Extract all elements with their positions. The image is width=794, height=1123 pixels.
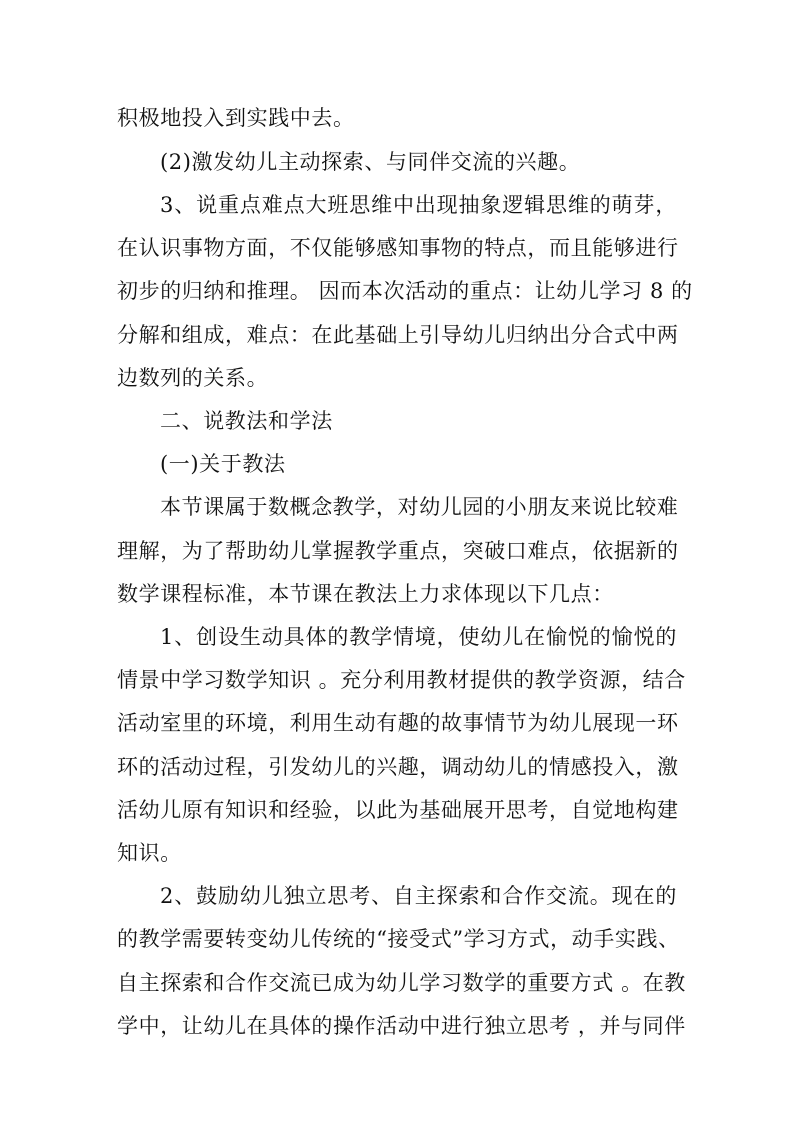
- text-line: 初步的归纳和推理。 因而本次活动的重点：让幼儿学习 8 的: [117, 279, 693, 303]
- text-line: 学中，让幼儿在具体的操作活动中进行独立思考 ，并与同伴: [117, 1014, 686, 1038]
- text-line: 3、说重点难点大班思维中出现抽象逻辑思维的萌芽，: [160, 193, 677, 217]
- text-line: 积极地投入到实践中去。: [117, 106, 355, 130]
- section-heading: 二、说教法和学法: [160, 409, 333, 433]
- text-line: 知识。: [117, 841, 182, 865]
- text-line: 在认识事物方面，不仅能够感知事物的特点，而且能够进行: [117, 236, 679, 260]
- text-line: 活动室里的环境，利用生动有趣的故事情节为幼儿展现一环: [117, 711, 679, 735]
- text-line: 理解，为了帮助幼儿掌握教学重点，突破口难点，依据新的: [117, 539, 679, 563]
- text-line: 1、创设生动具体的教学情境，使幼儿在愉悦的愉悦的: [160, 625, 677, 649]
- text-line: 2、鼓励幼儿独立思考、自主探索和合作交流。现在的: [160, 884, 677, 908]
- text-line: 分解和组成，难点：在此基础上引导幼儿归纳出分合式中两: [117, 323, 679, 347]
- text-line: 的教学需要转变幼儿传统的“接受式”学习方式，动手实践、: [117, 927, 680, 951]
- text-line: 边数列的关系。: [117, 366, 269, 390]
- text-line: 情景中学习数学知识 。充分利用教材提供的教学资源，结合: [117, 668, 686, 692]
- text-line: 数学课程标准，本节课在教法上力求体现以下几点：: [117, 582, 614, 606]
- text-line: 本节课属于数概念教学，对幼儿园的小朋友来说比较难: [160, 495, 679, 519]
- text-line: 活幼儿原有知识和经验，以此为基础展开思考，自觉地构建: [117, 798, 679, 822]
- text-line: (2)激发幼儿主动探索、与同伴交流的兴趣。: [160, 150, 581, 174]
- text-line: 自主探索和合作交流已成为幼儿学习数学的重要方式 。在教: [117, 971, 686, 995]
- subsection-heading: (一)关于教法: [160, 452, 286, 476]
- text-line: 环的活动过程，引发幼儿的兴趣，调动幼儿的情感投入，激: [117, 755, 679, 779]
